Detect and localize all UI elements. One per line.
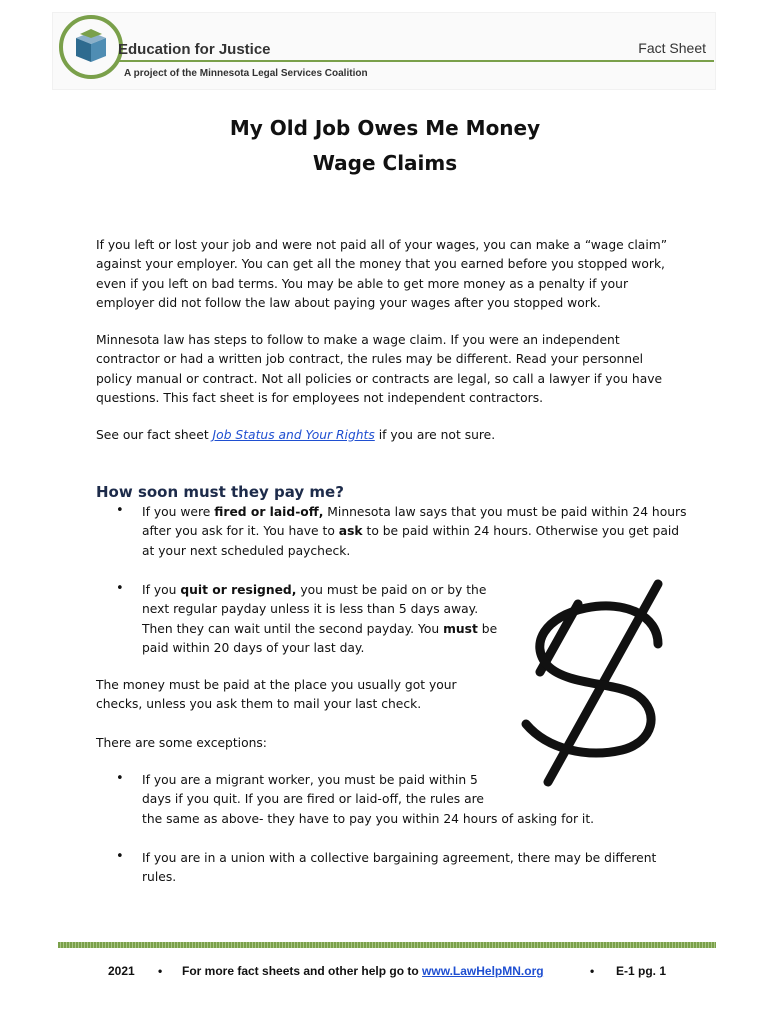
bullet-fired [142, 503, 702, 561]
text-run: to be paid within 24 hours. Otherwise you get paid [362, 524, 680, 539]
footer-divider [58, 942, 716, 948]
page-title: My Old Job Owes Me Money [229, 116, 541, 140]
bullet-icon: • [116, 503, 124, 518]
text-line [142, 581, 502, 600]
text-line: days if you quit. If you are fired or laid-off, the rules are [142, 792, 484, 807]
job-status-link[interactable]: Job Status and Your Rights [212, 428, 375, 442]
text-line: the same as above- they have to pay you within 24 hours of asking for it. [142, 811, 595, 826]
org-subtitle: A project of the Minnesota Legal Services Coalition [124, 68, 368, 79]
text-run: If you were [142, 505, 215, 519]
bullet-quit [142, 581, 502, 658]
bullet-icon: • [116, 849, 124, 864]
text-run-bold: quit or resigned, [180, 583, 297, 597]
open-book-logo-icon [58, 14, 124, 80]
text-line: The money must be paid at the place you usually got your [96, 678, 457, 692]
bullet-union [142, 849, 702, 888]
text-line: at your next scheduled paycheck. [142, 543, 351, 558]
lawhelpmn-link[interactable]: www.LawHelpMN.org [422, 964, 544, 978]
org-name: Education for Justice [118, 41, 271, 58]
text-line: rules. [142, 870, 177, 885]
text-run: Minnesota law says that you must be paid within 24 hours [323, 505, 687, 519]
text-run-bold: ask [338, 524, 363, 539]
text-run: For more fact sheets and other help go to [182, 964, 423, 978]
text-line: even if you left on bad terms. You may be able to get more money as a penalty if your [96, 276, 629, 291]
text-run: after you ask for it. You have to [142, 524, 339, 539]
text-line [142, 522, 702, 541]
text-line: policy manual or contract. Not all policies or contracts are legal, so call a lawyer if you have [96, 371, 663, 386]
page-subtitle: Wage Claims [312, 151, 458, 175]
text-line: employer did not follow the law about paying your wages after you stopped work. [96, 295, 601, 310]
text-line: Minnesota law has steps to follow to make a wage claim. If you were an independent [96, 333, 620, 347]
text-line: contractor or had a written job contract, the rules may be different. Read your personnel [96, 352, 644, 367]
dollar-sign-icon [508, 574, 684, 790]
text-run: Then they can wait until the second payday. You [142, 621, 444, 636]
text-line [142, 503, 702, 522]
text-line: checks, unless you ask them to mail your last check. [96, 697, 422, 712]
text-line [142, 620, 502, 639]
text-line: If you are a migrant worker, you must be paid within 5 [142, 773, 478, 787]
intro-paragraph-1 [96, 236, 686, 313]
text-line: against your employer. You can get all the money that you earned before you stopped work, [96, 257, 665, 272]
text-line: If you are in a union with a collective bargaining agreement, there may be different [142, 851, 657, 865]
text-line: next regular payday unless it is less than 5 days away. [142, 602, 479, 617]
section-heading: How soon must they pay me? [96, 483, 344, 501]
intro-paragraph-3 [96, 426, 686, 445]
text-run-bold: must [443, 621, 478, 636]
bullet-icon: • [116, 771, 124, 786]
payment-place-paragraph [96, 676, 496, 715]
bullet-icon: • [116, 581, 124, 596]
text-run-bold: fired or laid-off, [214, 505, 324, 519]
header-divider [118, 60, 714, 62]
text-run: you must be paid on or by the [296, 583, 487, 597]
text-run: See our fact sheet [96, 428, 213, 442]
text-line: paid within 20 days of your last day. [142, 640, 365, 655]
footer-page-number: E-1 pg. 1 [616, 964, 667, 978]
document-type-label: Fact Sheet [638, 40, 706, 56]
footer-year: 2021 [108, 964, 135, 978]
exceptions-intro: There are some exceptions: [96, 736, 267, 750]
footer-bullet-icon: • [158, 964, 163, 978]
text-line: questions. This fact sheet is for employees not independent contractors. [96, 390, 544, 405]
footer-bullet-icon: • [590, 964, 595, 978]
text-run: if you are not sure. [374, 428, 496, 442]
footer-help-text [182, 964, 544, 978]
text-run: be [477, 621, 498, 636]
intro-paragraph-2 [96, 331, 686, 408]
bullet-migrant [142, 771, 702, 829]
text-line: If you left or lost your job and were not paid all of your wages, you can make a “wage claim” [96, 238, 668, 252]
text-run: If you [142, 583, 181, 597]
